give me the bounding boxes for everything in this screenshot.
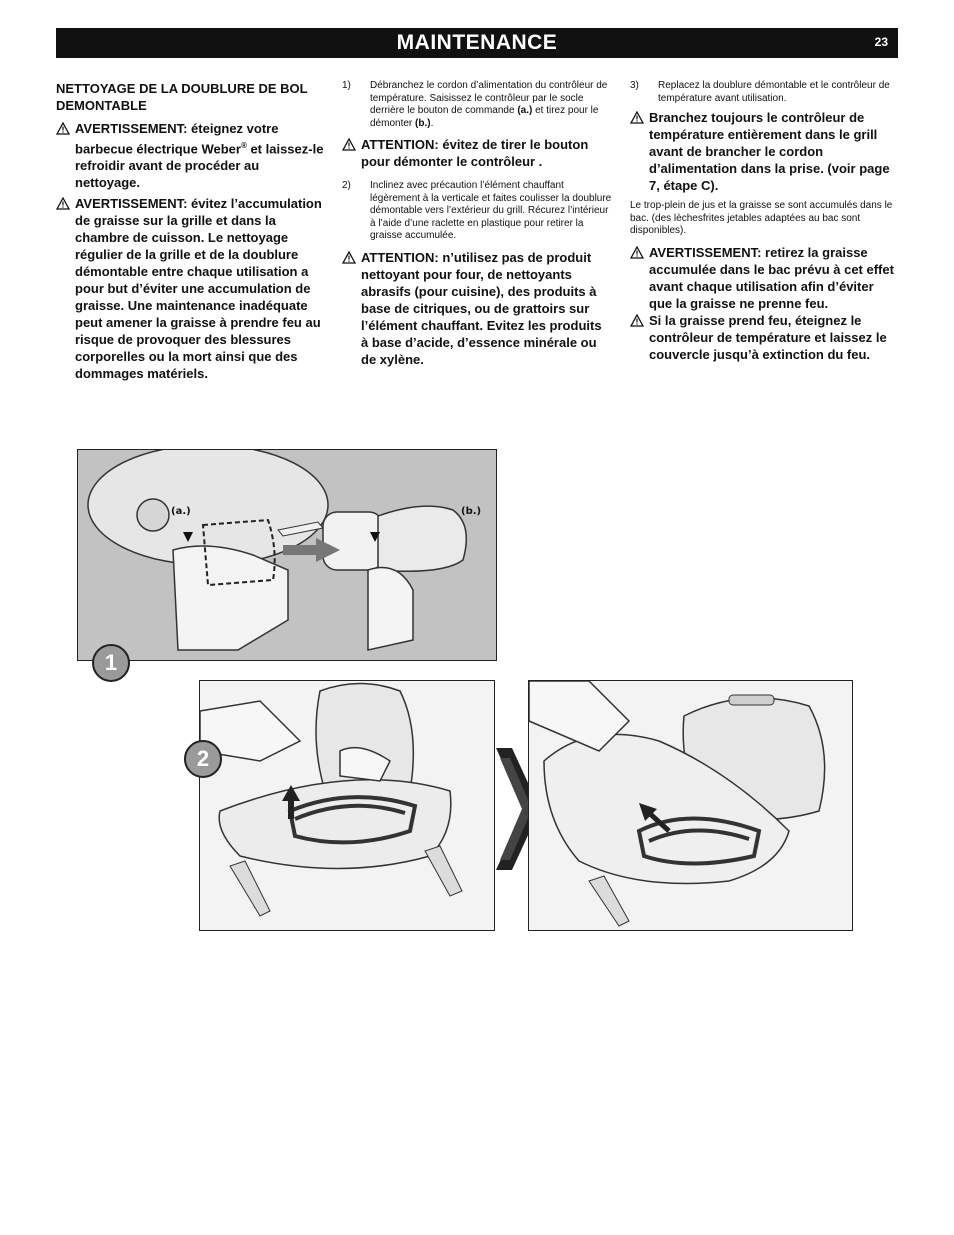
page-number: 23 <box>874 35 888 49</box>
attention-text: ATTENTION: évitez de tirer le bouton pour démonter le contrôleur . <box>361 137 589 169</box>
registered-mark: ® <box>240 141 247 150</box>
step-text-end: . <box>430 117 434 129</box>
figure-number-2: 2 <box>184 740 222 778</box>
warning-remove-grease <box>630 244 898 312</box>
warning-text: Si la graisse prend feu, éteignez le contrôleur de température et laissez le couvercle jusqu’à extinction du feu. <box>649 312 887 362</box>
column-middle <box>342 80 612 368</box>
step-1 <box>342 80 612 130</box>
warning-text-end: et laissez-le refroidir avant de procéder au nettoyage. <box>75 141 324 191</box>
ref-b: (b.) <box>415 117 431 129</box>
warning-text: AVERTISSEMENT: éteignez votre barbecue électrique Weber <box>75 121 279 157</box>
section-title: NETTOYAGE DE LA DOUBLURE DE BOL DEMONTABLE <box>56 81 308 113</box>
warning-triangle-icon <box>630 314 644 327</box>
label-b: (b.) <box>461 506 482 517</box>
warning-triangle-icon <box>56 197 70 210</box>
step-number: 2) <box>342 180 351 191</box>
figure-2a-illustration <box>200 681 494 930</box>
attention-text: ATTENTION: n’utilisez pas de produit nettoyant pour four, de nettoyants abrasifs (pour cuisine), des produits à base de citriques, ou de grattoirs sur l’élément chauffant. Evitez les produits à base d’acide, d’essence minérale ou de xylène. <box>361 249 602 367</box>
attention-pull <box>342 136 612 170</box>
warning-triangle-icon <box>630 111 644 124</box>
step-text: Replacez la doublure démontable et le contrôleur de température avant utilisation. <box>658 80 890 104</box>
step-text-mid: et tirez pour le démonter <box>370 105 599 129</box>
figure-number-1: 1 <box>92 644 130 682</box>
warning-triangle-icon <box>342 138 356 151</box>
attention-cleaners <box>342 249 612 368</box>
page-title: MAINTENANCE <box>396 31 558 54</box>
header-bar <box>56 28 898 58</box>
step-number: 1) <box>342 80 351 91</box>
warning-grease-fire <box>630 312 898 363</box>
grease-note: Le trop-plein de jus et la graisse se sont accumulés dans le bac. (des lèchesfrites jetables adaptées au bac sont disponibles). <box>630 200 893 236</box>
ref-a: (a.) <box>517 105 533 116</box>
warning-text: Branchez toujours le contrôleur de température entièrement dans le grill avant de brancher le cordon d’alimentation dans la prise. (voir page 7, étape C). <box>649 110 890 193</box>
warning-grease <box>56 195 324 382</box>
column-left <box>56 80 324 382</box>
figure-1-illustration <box>78 450 496 660</box>
label-a: (a.) <box>171 506 191 517</box>
figure-2b-illustration <box>529 681 852 930</box>
column-right <box>630 80 898 363</box>
figure-2-slide-out-liner <box>528 680 853 931</box>
warning-text: AVERTISSEMENT: évitez l’accumulation de graisse sur la grille et dans la chambre de cuisson. Le nettoyage régulier de la grille et de la doublure démontable entre chaque utilisation a pour but d’éviter une accumulation de graisse. Une maintenance inadéquate peut amener la graisse à prendre feu au risque de provoquer des blessures corporelles ou la mort ainsi que des dommages matériels. <box>75 196 322 382</box>
figure-1-controller-removal <box>77 449 497 661</box>
warning-triangle-icon <box>342 251 356 264</box>
warning-plug-in <box>630 109 898 194</box>
step-text: Inclinez avec précaution l’élément chauffant légèrement à la verticale et faites coulisser la doublure démontable vers l’extérieur du grill. Récurez l’intérieur à l’aide d’une raclette en plastique pour retirer la graisse accumulée. <box>370 180 612 241</box>
figure-2-tilt-element <box>199 680 495 931</box>
warning-text: AVERTISSEMENT: retirez la graisse accumulée dans le bac prévu à cet effet avant chaque utilisation afin d’éviter que la graisse ne prenne feu. <box>649 244 894 311</box>
warning-switch-off <box>56 120 324 191</box>
step-number: 3) <box>630 80 639 91</box>
step-2 <box>342 180 612 243</box>
step-text: Débranchez le cordon d’alimentation du contrôleur de température. Saisissez le contrôleur par le socle derrière le bouton de commande <box>370 80 608 116</box>
step-3 <box>630 80 898 105</box>
warning-triangle-icon <box>630 246 644 259</box>
warning-triangle-icon <box>56 122 70 135</box>
